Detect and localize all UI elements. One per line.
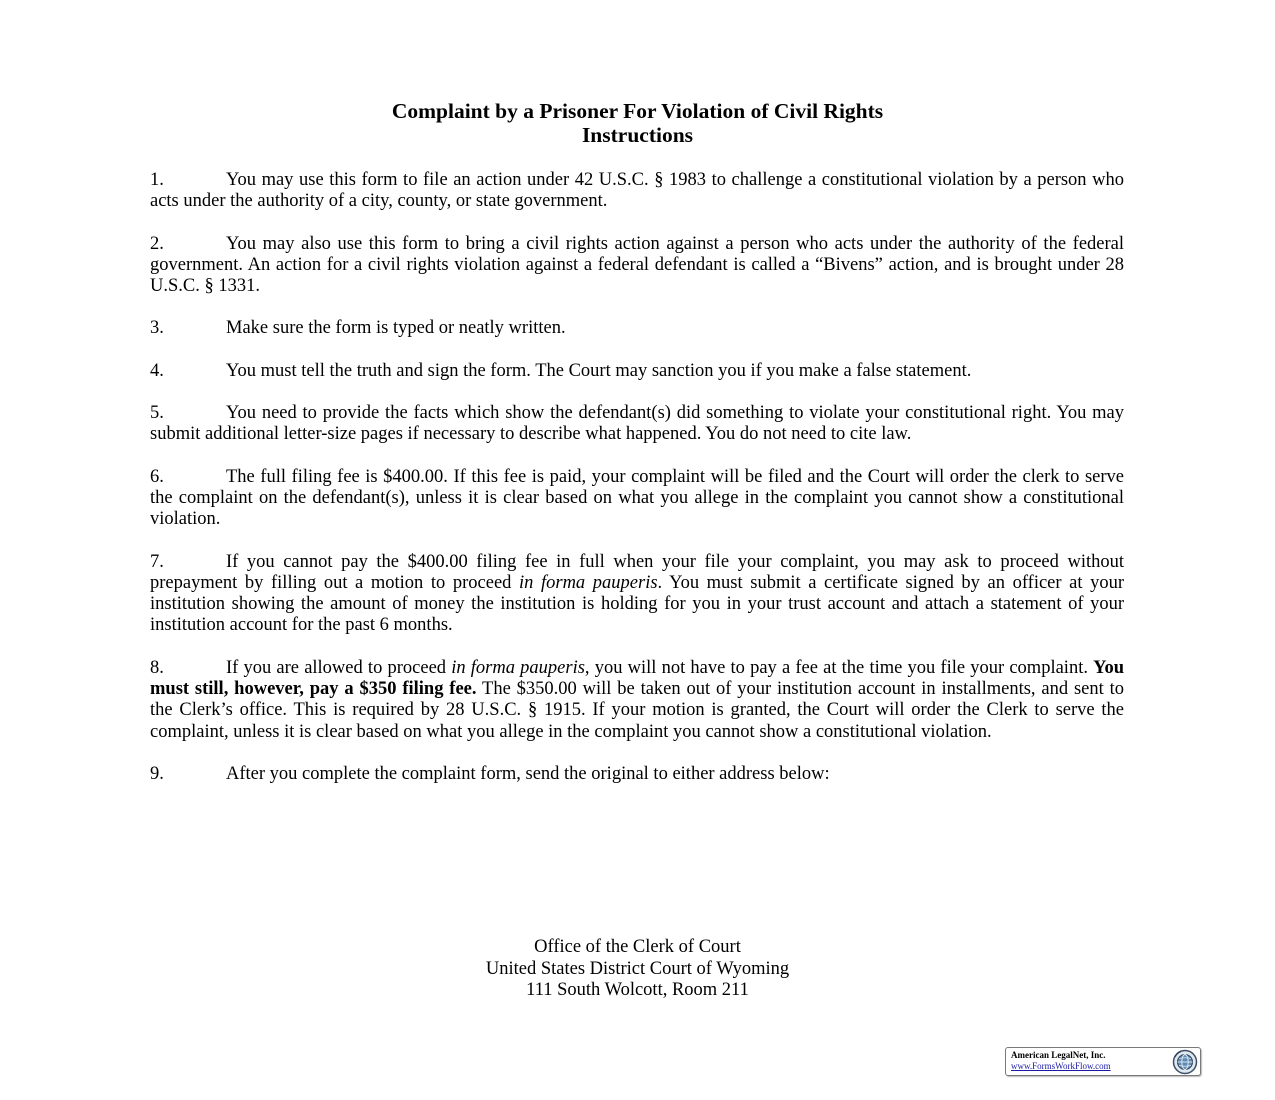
instruction-item-4 [150, 361, 1124, 382]
logo-company-name: American LegalNet, Inc. [1011, 1050, 1106, 1060]
footer-logo[interactable] [1005, 1047, 1201, 1076]
item-text: You may use this form to file an action under 42 U.S.C. § 1983 to challenge a constitutional violation by a person who acts under the authority of a city, county, or state government. [150, 170, 1124, 212]
item-number: 6. [150, 466, 164, 487]
item-text-part-b: , you will not have to pay a fee at the time you file your complaint. [584, 657, 1094, 678]
instruction-item-7 [150, 552, 1124, 637]
address-line-2: United States District Court of Wyoming [485, 958, 790, 979]
item-text-part-a: If you are allowed to proceed [226, 657, 452, 678]
item-number: 2. [150, 233, 164, 254]
title-line-2: Instructions [581, 123, 694, 147]
instruction-item-3 [150, 318, 1124, 339]
instructions-list [150, 170, 1124, 806]
instruction-item-2 [150, 234, 1124, 298]
instruction-item-6 [150, 467, 1124, 531]
item-text: You must tell the truth and sign the form. The Court may sanction you if you make a false statement. [226, 360, 972, 381]
item-number: 3. [150, 318, 164, 339]
instruction-item-5 [150, 403, 1124, 446]
instruction-item-1 [150, 170, 1124, 213]
clerk-address [0, 937, 1275, 1002]
item-text: You may also use this form to bring a civil rights action against a person who acts under the authority of the federal government. An action for a civil rights violation against a federal defendant is called a “Bivens” action, and is brought under 28 U.S.C. § 1331. [150, 233, 1124, 297]
item-text-italic: in forma pauperis [519, 572, 658, 593]
address-line-3: 111 South Wolcott, Room 211 [526, 980, 749, 1000]
item-number: 8. [150, 657, 164, 678]
item-text: You need to provide the facts which show the defendant(s) did something to violate your constitutional right. You may submit additional letter-size pages if necessary to describe what happened. You do not need to cite law. [150, 403, 1124, 445]
globe-icon [1172, 1049, 1198, 1075]
item-text-italic: in forma pauperis [451, 657, 585, 678]
item-text-part-a: If you cannot pay the $400.00 filing fee in full when your file your complaint, you may ask to proceed without prepayment by filling out a motion to proceed [150, 551, 1124, 593]
item-number: 5. [150, 403, 164, 424]
item-text: After you complete the complaint form, send the original to either address below: [226, 763, 830, 784]
item-number: 1. [150, 170, 164, 190]
instruction-item-8 [150, 658, 1124, 743]
item-text-bold: You must still, however, pay a $350 filing fee. [150, 657, 1124, 700]
item-number: 9. [150, 763, 164, 784]
title-line-1: Complaint by a Prisoner For Violation of Civil Rights [391, 99, 884, 123]
item-text: Make sure the form is typed or neatly written. [226, 318, 566, 339]
page-title [0, 99, 1275, 147]
item-text-part-c: The $350.00 will be taken out of your institution account in installments, and sent to the Clerk’s office. This is required by 28 U.S.C. § 1915. If your motion is granted, the Court will order the Clerk to serve the complaint, unless it is clear based on what you allege in the complaint you cannot show a constitutional violation. [150, 679, 1124, 742]
item-text: The full filing fee is $400.00. If this fee is paid, your complaint will be filed and the Court will order the clerk to serve the complaint on the defendant(s), unless it is clear based on what you allege in the complaint you cannot show a constitutional violation. [150, 466, 1124, 530]
item-text-part-b: . You must submit a certificate signed by an officer at your institution showing the amount of money the institution is holding for you in your trust account and attach a statement of your institution account for the past 6 months. [150, 572, 1124, 636]
item-number: 7. [150, 551, 164, 572]
logo-url-link[interactable]: www.FormsWorkFlow.com [1011, 1061, 1111, 1071]
address-line-1: Office of the Clerk of Court [534, 937, 741, 957]
item-number: 4. [150, 360, 164, 381]
instruction-item-9 [150, 764, 1124, 785]
